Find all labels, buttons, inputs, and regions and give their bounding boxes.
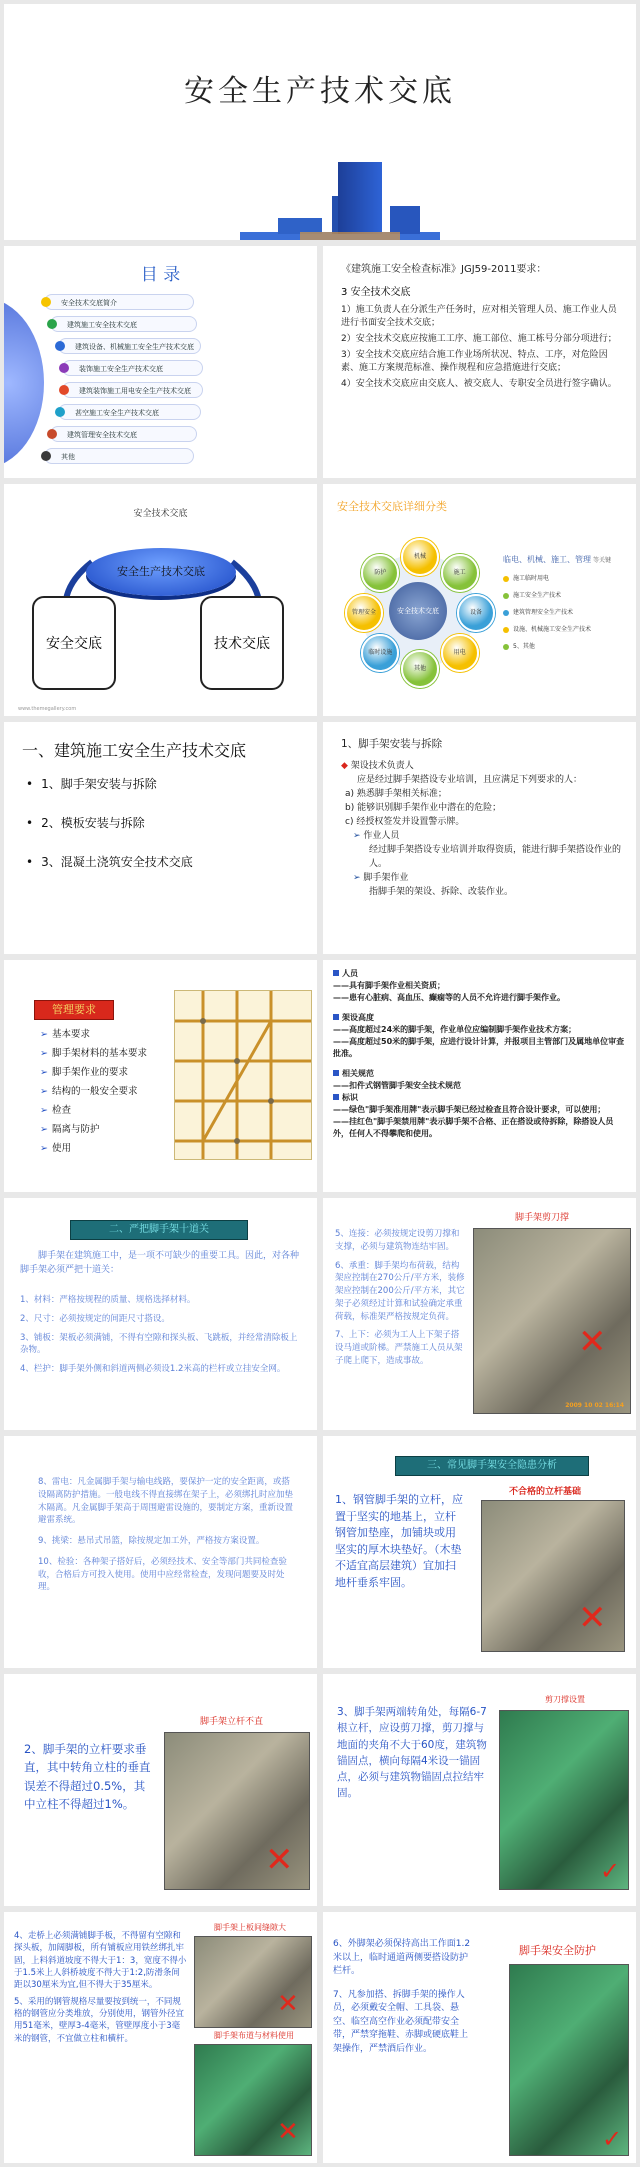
petal-ring [343,536,493,686]
management-slide [4,960,317,1192]
management-item-label: 隔离与防护 [51,1124,100,1135]
walkway-photo-1 [194,1936,312,2028]
arrow-icon: ➢ [353,830,361,841]
personnel-h3: 相关规范 [342,1069,374,1078]
contents-item-label: 建筑装饰施工用电安全生产技术交底 [79,387,191,395]
standard-section: 3 安全技术交底 [341,287,411,298]
management-box [34,1000,114,1020]
petal-label: 用电 [453,648,466,656]
pole-label: 脚手架立杆不直 [200,1717,264,1727]
bracing-photo [499,1710,629,1890]
section-one-heading: 一、建筑施工安全生产技术交底 [22,741,247,760]
ten-checks-banner: 二、严把脚手架十道关 [70,1220,248,1240]
contents-item[interactable] [44,294,194,310]
ten-checks-item: 1、材料：严格按规程的质量、规格选择材料。 [20,1295,196,1305]
contents-item-label: 甚空施工安全生产技术交底 [75,409,159,417]
management-item [40,1083,147,1097]
personnel-l2-2: ——高度超过50米的脚手架，应进行设计计算，并报项目主管部门及属地单位审查批准。 [333,1037,625,1058]
management-item-label: 脚手架材料的基本要求 [51,1048,147,1059]
bullet-icon: • [26,777,34,791]
bullet-dot-icon [503,644,509,650]
arrow-bullet-icon: ➢ [40,1029,48,1040]
classification-item-label: 施工临时用电 [513,575,550,582]
diagram-title: 安全技术交底 [133,509,188,519]
square-bullet-icon [333,1070,339,1076]
walkway-list [14,1930,188,2049]
contents-bullet-icon [55,341,65,351]
cross-mark-icon: ✕ [277,2117,299,2147]
standard-para-2: 2）安全技术交底应按施工工序、施工部位、施工栋号分部分项进行； [341,334,617,345]
pole-text: 2、脚手架的立杆要求垂直，其中转角立柱的垂直误差不得超过0.5%，其中立柱不得超过1%。 [24,1742,151,1812]
main-title: 安全生产技术交底 [184,74,456,109]
cross-brace-item: 5、连接：必须按规定设剪刀撑和支撑，必须与建筑物连结牢固。 [335,1229,460,1252]
petal-label: 防护 [374,569,387,577]
protection-slide [323,1912,636,2163]
contents-item[interactable] [44,448,194,464]
arrow-bullet-icon: ➢ [40,1048,48,1059]
lightning-slide [4,1436,317,1668]
personnel-h2: 架设高度 [342,1013,374,1022]
hub-circle [389,582,447,640]
section-one-item [26,814,317,831]
diagram-left-label: 安全交底 [46,636,102,652]
walkway-photo-2 [194,2044,312,2156]
petal-label: 设备 [469,609,482,616]
scaffold-heading: 1、脚手架安装与拆除 [341,738,443,750]
petal [441,554,479,592]
protection-photo [509,1964,629,2156]
management-item [40,1102,147,1116]
petal [441,634,479,672]
petal [401,650,439,688]
ten-checks-intro: 脚手架在建筑施工中，是一项不可缺少的重要工具。因此，对各种脚手架必须严把十道关： [20,1251,300,1275]
square-bullet-icon [333,1014,339,1020]
cross-mark-icon: ✕ [265,1840,294,1880]
walkway-label-2: 脚手架布道与材料使用 [214,2031,294,2040]
arrow-bullet-icon: ➢ [40,1067,48,1078]
ten-checks-slide [4,1198,317,1430]
cross-brace-slide [323,1198,636,1430]
standard-para-3: 3）安全技术交底应结合施工作业场所状况、特点、工序，对危险因素、施工方案规范标准、操作规程和应急措施进行交底； [341,350,608,374]
contents-item-label: 安全技术交底简介 [61,299,117,307]
personnel-l1-2: ——患有心脏病、高血压、癫痫等的人员不允许进行脚手架作业。 [333,993,565,1002]
title-slide [4,4,636,240]
scaffold-p2: 经过脚手架搭设专业培训并取得资质，能进行脚手架搭设作业的人。 [369,844,622,869]
block-art [240,162,440,240]
bullet-icon: • [26,855,34,869]
walkway-label-1: 脚手架上板间缝隙大 [214,1923,286,1932]
classification-right-sub: 等关键 [593,557,612,564]
hazard-photo [481,1500,625,1652]
management-item [40,1045,147,1059]
petal-label: 管理安全 [351,609,376,616]
section-one-item [26,853,317,870]
bullet-dot-icon [503,576,509,582]
section-one-item-label: 2、模板安装与拆除 [41,816,145,830]
petal-label: 临时设施 [368,648,393,656]
classification-title: 安全技术交底详细分类 [337,500,447,513]
scaffold-drawing [175,991,311,1159]
check-mark-icon: ✓ [602,2125,623,2153]
diagram-right-label: 技术交底 [214,636,270,652]
diagram-center-node [86,548,236,596]
bracing-text: 3、脚手架两端转角处，每隔6-7根立杆，应设剪刀撑，剪刀撑与地面的夹角不大于60度，建筑物锚固点，横向每隔4米设一锚固点，必须与建筑物锚固点拉结牢固。 [337,1706,487,1800]
contents-bullet-icon [59,385,69,395]
classification-item [503,641,631,650]
petal-label: 机械 [413,553,426,560]
petal-label: 其他 [413,665,426,672]
classification-right-title: 临电、机械、施工、管理 [503,555,591,564]
protection-list [333,1938,473,2066]
cross-brace-item: 6、承重：脚手架均布荷载，结构架应控制在270公斤/平方米，装修架应控制在200公斤/平方米，其它架子必须经过计算和试验确定承重荷载，标准架严格按规定负荷。 [335,1260,465,1322]
classification-item-label: 建筑管理安全生产技术 [513,609,574,616]
classification-item-label: 5、其他 [513,643,535,650]
hazard-text: 1、钢管脚手架的立杆，应置于坚实的地基上，立杆钢管加垫座，加铺块或用坚实的厚木块垫好。（木垫不适宜高层建筑）宜加扫地杆垂系牢固。 [335,1493,463,1589]
ten-checks-list [20,1294,302,1382]
scaffold-p1: 应是经过脚手架搭设专业培训，且应满足下列要求的人： [357,775,583,786]
lightning-item: 10、检验：各种架子搭好后，必须经技术、安全等部门共同检查验收，合格后方可投入使用。使用中应经常检查，发现问题要及时处理。 [38,1556,287,1593]
classification-item [503,573,631,582]
protection-label: 脚手架安全防护 [519,1944,596,1957]
ten-checks-item: 2、尺寸：必须按规定的间距尺寸搭设。 [20,1313,170,1324]
lightning-list [38,1476,296,1602]
contents-item-label: 其他 [61,453,75,461]
classification-slide [323,484,636,716]
management-item-label: 脚手架作业的要求 [51,1067,128,1078]
management-item [40,1140,147,1154]
personnel-h1: 人员 [342,969,358,978]
diagram-right-node [200,596,284,690]
contents-item[interactable] [62,360,203,376]
contents-bullet-icon [47,429,57,439]
classification-item-label: 施工安全生产技术 [513,592,562,599]
cross-brace-label: 脚手架剪刀撑 [515,1213,570,1223]
scaffold-install-slide [323,722,636,954]
arrow-bullet-icon: ➢ [40,1143,48,1154]
scaffold-sub-1: 架设技术负责人 [350,761,414,772]
scaffold-req-3: c) 经授权签发并设置警示牌。 [345,817,465,828]
bracing-slide [323,1674,636,1906]
hazard-slide [323,1436,636,1668]
ten-checks-item: 3、铺板：架板必须满铺，不得有空隙和探头板、飞跳板，并经常清除板上杂物。 [20,1332,298,1356]
disclosure-diagram-slide [4,484,317,716]
square-bullet-icon [333,970,339,976]
walkway-item: 5、采用的钢管规格尽量要按到统一，不同规格的钢管应分类堆放，分别使用，钢管外径宜用51毫米，壁厚3-4毫米，管壁厚度小于3毫米的钢管，不宜做立柱和横杆。 [14,1996,185,2044]
section-one-slide [4,722,317,954]
contents-item[interactable] [58,338,201,354]
contents-item[interactable] [50,316,197,332]
cross-mark-icon: ✕ [277,1989,299,2019]
contents-item-label: 建筑设备、机械施工安全生产技术交底 [75,343,194,351]
personnel-l2-1: ——高度超过24米的脚手架，作业单位应编制脚手架作业技术方案； [333,1025,577,1034]
contents-item-label: 建筑管理安全技术交底 [67,431,137,439]
section-one-item-label: 1、脚手架安装与拆除 [41,777,157,791]
management-item [40,1064,147,1078]
petal-label: 施工 [453,569,466,577]
bullet-dot-icon [503,627,509,633]
standard-slide [323,246,636,478]
diagram-left-node [32,596,116,690]
contents-bullet-icon [47,319,57,329]
contents-item-label: 建筑施工安全技术交底 [67,321,137,329]
classification-item-label: 设施、机械施工安全生产技术 [513,626,592,633]
cross-brace-photo [473,1228,631,1414]
management-item [40,1026,147,1040]
diagram-footer: www.themegallery.com [18,706,77,712]
petal [345,594,383,632]
classification-item [503,624,631,633]
standard-para-4: 4）安全技术交底应由交底人、被交底人、专职安全员进行签字确认。 [341,379,617,390]
section-one-item [26,775,317,792]
management-list [40,1026,147,1159]
petal [361,634,399,672]
personnel-l1-1: ——具有脚手架作业相关资质； [333,981,445,990]
arrow-icon: ➢ [353,872,361,883]
personnel-l4-2: ——挂红色"脚手架禁用牌"表示脚手架不合格、正在搭设或待拆除，除搭设人员外，任何人不得攀爬和使用。 [333,1117,614,1138]
management-item [40,1121,147,1135]
pole-straight-slide [4,1674,317,1906]
cross-brace-item: 7、上下：必须为工人上下架子搭设马道或阶梯。严禁施工人员从架子爬上爬下，造成事故。 [335,1330,463,1366]
scaffold-sub-3: 脚手架作业 [363,872,409,883]
bullet-dot-icon [503,593,509,599]
classification-item [503,607,631,616]
contents-item-label: 装饰施工安全生产技术交底 [79,365,163,373]
protection-item: 6、外脚架必须保持高出工作面1.2米以上，临时通道两侧要搭设防护栏杆。 [333,1939,471,1976]
personnel-slide [323,960,636,1192]
contents-heading: 目 录 [140,265,181,285]
standard-para-1: 1）施工负责人在分派生产任务时，应对相关管理人员、施工作业人员进行书面安全技术交底； [341,305,617,329]
classification-item [503,590,631,599]
management-item-label: 结构的一般安全要求 [51,1086,138,1097]
walkway-item: 4、走桥上必须满铺脚手板，不得留有空隙和探头板，加阔脚板，所有铺板应用铁丝绑扎牢固，上料斜道坡度不得大于1：3，宽度不得小于1.5米上人斜桥坡度不得大于1:2,防滑条间距以30厘米为宜,但不得大于35厘米。 [14,1931,187,1991]
scaffold-req-2: b) 能够识别脚手架作业中潜在的危险； [345,803,502,814]
contents-bullet-icon [41,297,51,307]
standard-title: 《建筑施工安全检查标准》JGJ59-2011要求： [341,264,547,275]
petal [401,538,439,576]
arrow-bullet-icon: ➢ [40,1105,48,1116]
cross-brace-list [335,1228,467,1374]
personnel-h4: 标识 [342,1093,358,1102]
pole-photo [164,1732,310,1890]
arrow-bullet-icon: ➢ [40,1086,48,1097]
contents-item[interactable] [62,382,203,398]
protection-item: 7、凡参加搭、拆脚手架的操作人员，必须戴安全帽、工具袋、悬空、临空高空作业必须配带安全带，严禁穿拖鞋、赤脚或硬底鞋上架操作，严禁酒后作业。 [333,1989,469,2054]
classification-list [503,573,631,650]
management-item-label: 使用 [51,1143,71,1154]
scaffold-p3: 指脚手架的架设、拆除、改装作业。 [369,886,514,897]
scaffold-sub-2: 作业人员 [363,830,400,841]
personnel-l4-1: ——绿色"脚手架准用牌"表示脚手架已经过检查且符合设计要求，可以使用； [333,1105,606,1114]
section-one-list [22,775,317,870]
contents-bullet-icon [59,363,69,373]
contents-bullet-icon [55,407,65,417]
check-mark-icon: ✓ [600,1857,621,1885]
contents-item[interactable] [58,404,201,420]
contents-item[interactable] [50,426,197,442]
contents-slide [4,246,317,478]
cross-mark-icon: ✕ [578,1598,607,1638]
arrow-bullet-icon: ➢ [40,1124,48,1135]
hazard-label: 不合格的立杆基础 [509,1487,582,1497]
petal [457,594,495,632]
management-item-label: 基本要求 [51,1029,90,1040]
square-bullet-icon [333,1094,339,1100]
bracing-label: 剪刀撑设置 [545,1695,585,1704]
cross-mark-icon: ✕ [578,1322,607,1362]
lightning-item: 8、雷电：凡金属脚手架与输电线路，要保护一定的安全距离，或搭设隔离防护措施。一般电线不得直接绑在架子上，必须绑扎时应加垫木隔离。凡金属脚手架高于周围避雷设施的，要制定方案，重新设置避雷系统。 [38,1477,294,1526]
walkway-slide [4,1912,317,2163]
section-one-item-label: 3、混凝土浇筑安全技术交底 [41,855,193,869]
management-box-label: 管理要求 [52,1003,96,1016]
lightning-item: 9、挑梁：悬吊式吊篮，除按规定加工外，严格按方案设置。 [38,1536,265,1546]
hub-label: 安全技术交底 [397,607,439,615]
contents-bullet-icon [41,451,51,461]
bullet-icon: • [26,816,34,830]
management-item-label: 检查 [51,1105,71,1116]
classification-right [503,554,631,658]
ten-checks-item: 4、栏护：脚手架外侧和斜道两侧必须设1.2米高的栏杆或立挂安全网。 [20,1364,286,1374]
bullet-dot-icon [503,610,509,616]
photo-timestamp: 2009 10 02 16:14 [565,1402,624,1409]
contents-arc [4,298,44,468]
diagram-center-label: 安全生产技术交底 [117,565,205,578]
scaffold-req-1: a) 熟悉脚手架相关标准； [345,789,447,800]
scaffold-illustration [174,990,312,1160]
diamond-icon: ◆ [341,761,348,772]
hazard-banner: 三、常见脚手架安全隐患分析 [395,1456,589,1476]
personnel-l3-1: ——扣件式钢管脚手架安全技术规范 [333,1081,461,1090]
